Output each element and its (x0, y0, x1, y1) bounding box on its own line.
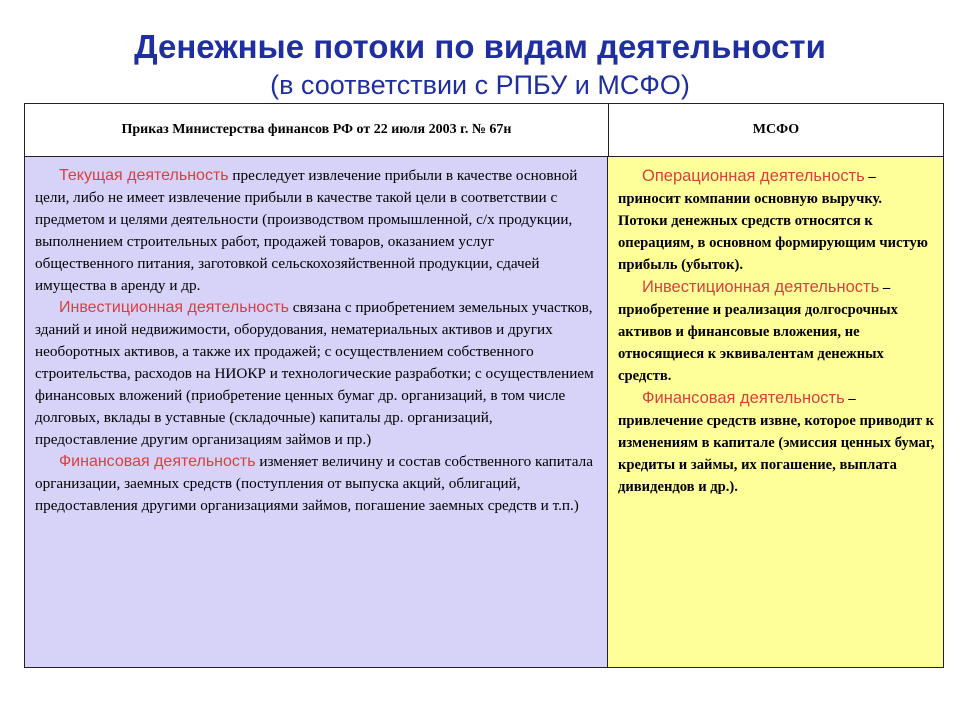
msfo-operating-activity (618, 165, 935, 276)
desc-operating-activity: – приносит компании основную выручку. Потоки денежных средств относятся к операциям, в основном формирующим чистую прибыль (убыток). (618, 169, 928, 273)
page-subtitle: (в соответствии с РПБУ и МСФО) (270, 70, 690, 100)
msfo-investment-activity (618, 276, 935, 387)
rpbu-investment-activity (35, 297, 595, 451)
term-msfo-financial-activity: Финансовая деятельность (642, 389, 845, 407)
desc-msfo-financial-activity: – привлечение средств извне, которое приводит к изменениям в капитале (эмиссия ценных бумаг, кредиты и займы, их погашение, выплата дивидендов и др.). (618, 391, 935, 495)
rpbu-current-activity (35, 165, 595, 297)
table-body-row (25, 157, 943, 667)
page-title: Денежные потоки по видам деятельности (134, 28, 826, 65)
desc-msfo-investment-activity: – приобретение и реализация долгосрочных активов и финансовые вложения, не относящиеся к эквивалентам денежных средств. (618, 280, 898, 384)
term-financial-activity: Финансовая деятельность (59, 453, 256, 470)
msfo-financial-activity (618, 387, 935, 498)
term-investment-activity: Инвестиционная деятельность (59, 299, 289, 316)
msfo-cell (608, 157, 943, 667)
table-header-row (25, 104, 943, 157)
rpbu-financial-activity (35, 451, 595, 517)
comparison-table (24, 103, 944, 668)
column-header-rpbu: Приказ Министерства финансов РФ от 22 июля 2003 г. № 67н (25, 104, 609, 156)
term-msfo-investment-activity: Инвестиционная деятельность (642, 278, 880, 296)
term-current-activity: Текущая деятельность (59, 167, 229, 184)
desc-financial-activity: изменяет величину и состав собственного капитала организации, заемных средств (поступления от выпуска акций, облигаций, предоставления другими организациями займов, погашение заемных средств и т.п.) (35, 453, 593, 514)
term-operating-activity: Операционная деятельность (642, 167, 865, 185)
desc-current-activity: преследует извлечение прибыли в качестве основной цели, либо не имеет извлечение прибыли в качестве такой цели в соответствии с предметом и целями деятельности (производством промышленной, с/х продукции, выполнением строительных работ, продажей товаров, оказанием услуг общественного питания, заготовкой сельскохозяйственной продукции, сдачей имущества в аренду и др. (35, 167, 578, 294)
column-header-msfo: МСФО (752, 122, 800, 137)
desc-investment-activity: связана с приобретением земельных участков, зданий и иной недвижимости, оборудования, нематериальных активов и других необоротных активов, а также их продажей; с осуществлением собственного строительства, расходов на НИОКР и технологические разработки; с осуществлением финансовых вложений (приобретение ценных бумаг др. организаций, в том числе долговых, вклады в уставные (складочные) капиталы др. организаций, предоставление другим организациям займов и пр.) (35, 299, 594, 448)
rpbu-cell (25, 157, 608, 667)
